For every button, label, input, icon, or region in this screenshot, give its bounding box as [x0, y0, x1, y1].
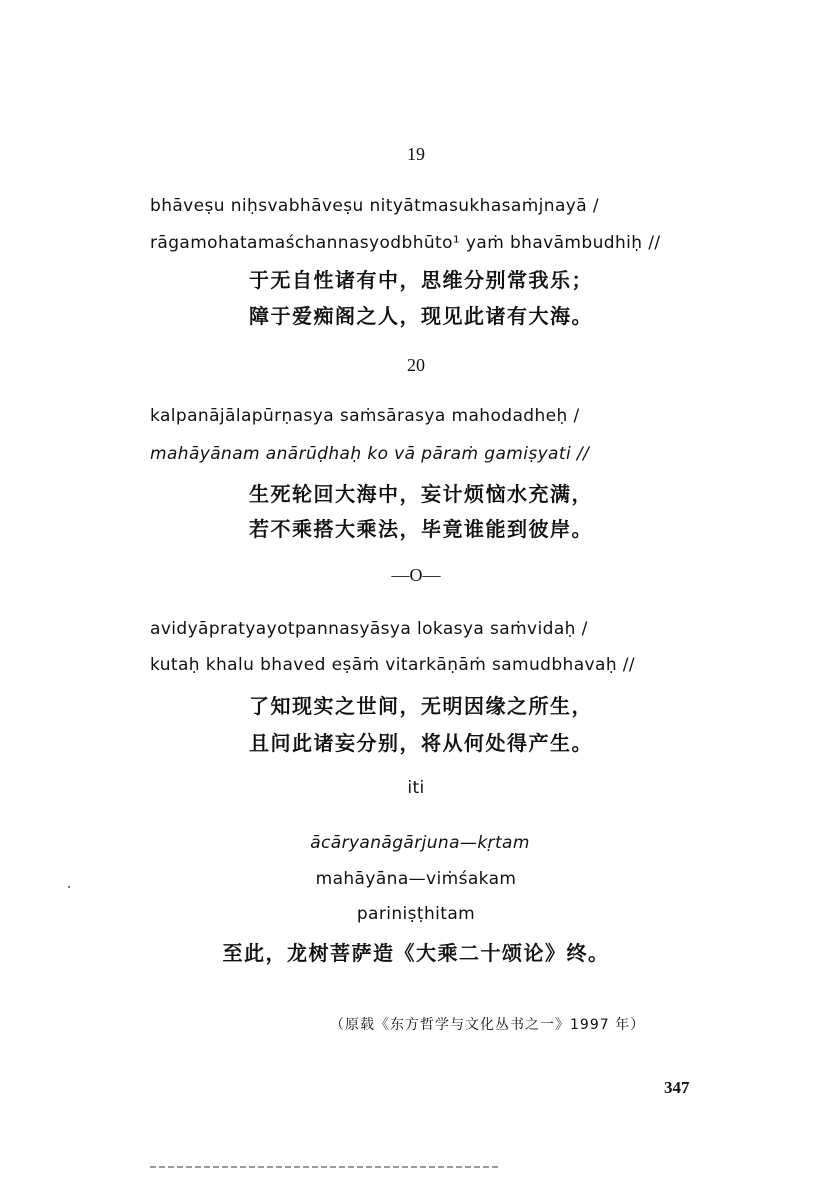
- colophon-line-3: pariniṣṭhitam: [356, 904, 476, 924]
- verse-20-chinese-line-2: 若不乘搭大乘法，毕竟谁能到彼岸。: [249, 517, 593, 541]
- section-separator: —O—: [391, 565, 441, 585]
- colophon-chinese: 至此，龙树菩萨造《大乘二十颂论》终。: [222, 941, 610, 965]
- verse-19-sanskrit-line-2: rāgamohatamaśchannasyodbhūto¹ yaṁ bhavāmbudhiḥ //: [150, 233, 661, 253]
- verse-19-sanskrit-line-1: bhāveṣu niḥsvabhāveṣu nityātmasukhasaṁjnayā /: [150, 196, 599, 216]
- verse-19-chinese-line-2: 障于爱痴阁之人，现见此诸有大海。: [249, 304, 593, 328]
- colophon-iti: iti: [407, 778, 425, 798]
- verse-20-number: 20: [407, 355, 425, 375]
- page-number: 347: [664, 1078, 690, 1097]
- final-verse-chinese-line-1: 了知现实之世间，无明因缘之所生，: [249, 694, 593, 718]
- scan-speck: [68, 886, 70, 888]
- verse-20-sanskrit-line-2: mahāyānam anārūḍhaḥ ko vā pāraṁ gamiṣyati //: [150, 444, 590, 464]
- scan-bottom-edge: [150, 1166, 500, 1168]
- verse-19-chinese-line-1: 于无自性诸有中，思维分别常我乐；: [249, 268, 593, 292]
- final-verse-sanskrit-line-1: avidyāpratyayotpannasyāsya lokasya saṁvidaḥ /: [150, 619, 588, 639]
- colophon-line-2: mahāyāna—viṁśakam: [315, 869, 517, 889]
- final-verse-sanskrit-line-2: kutaḥ khalu bhaved eṣāṁ vitarkāṇāṁ samudbhavaḥ //: [150, 655, 636, 675]
- verse-20-sanskrit-line-1: kalpanājālapūrṇasya saṁsārasya mahodadheḥ /: [150, 406, 580, 426]
- source-note: （原载《东方哲学与文化丛书之一》1997 年）: [330, 1017, 646, 1033]
- colophon-line-1: ācāryanāgārjuna—kṛtam: [310, 833, 530, 853]
- verse-19-number: 19: [407, 144, 425, 164]
- verse-20-chinese-line-1: 生死轮回大海中，妄计烦恼水充满，: [249, 482, 593, 506]
- final-verse-chinese-line-2: 且问此诸妄分别，将从何处得产生。: [249, 731, 593, 755]
